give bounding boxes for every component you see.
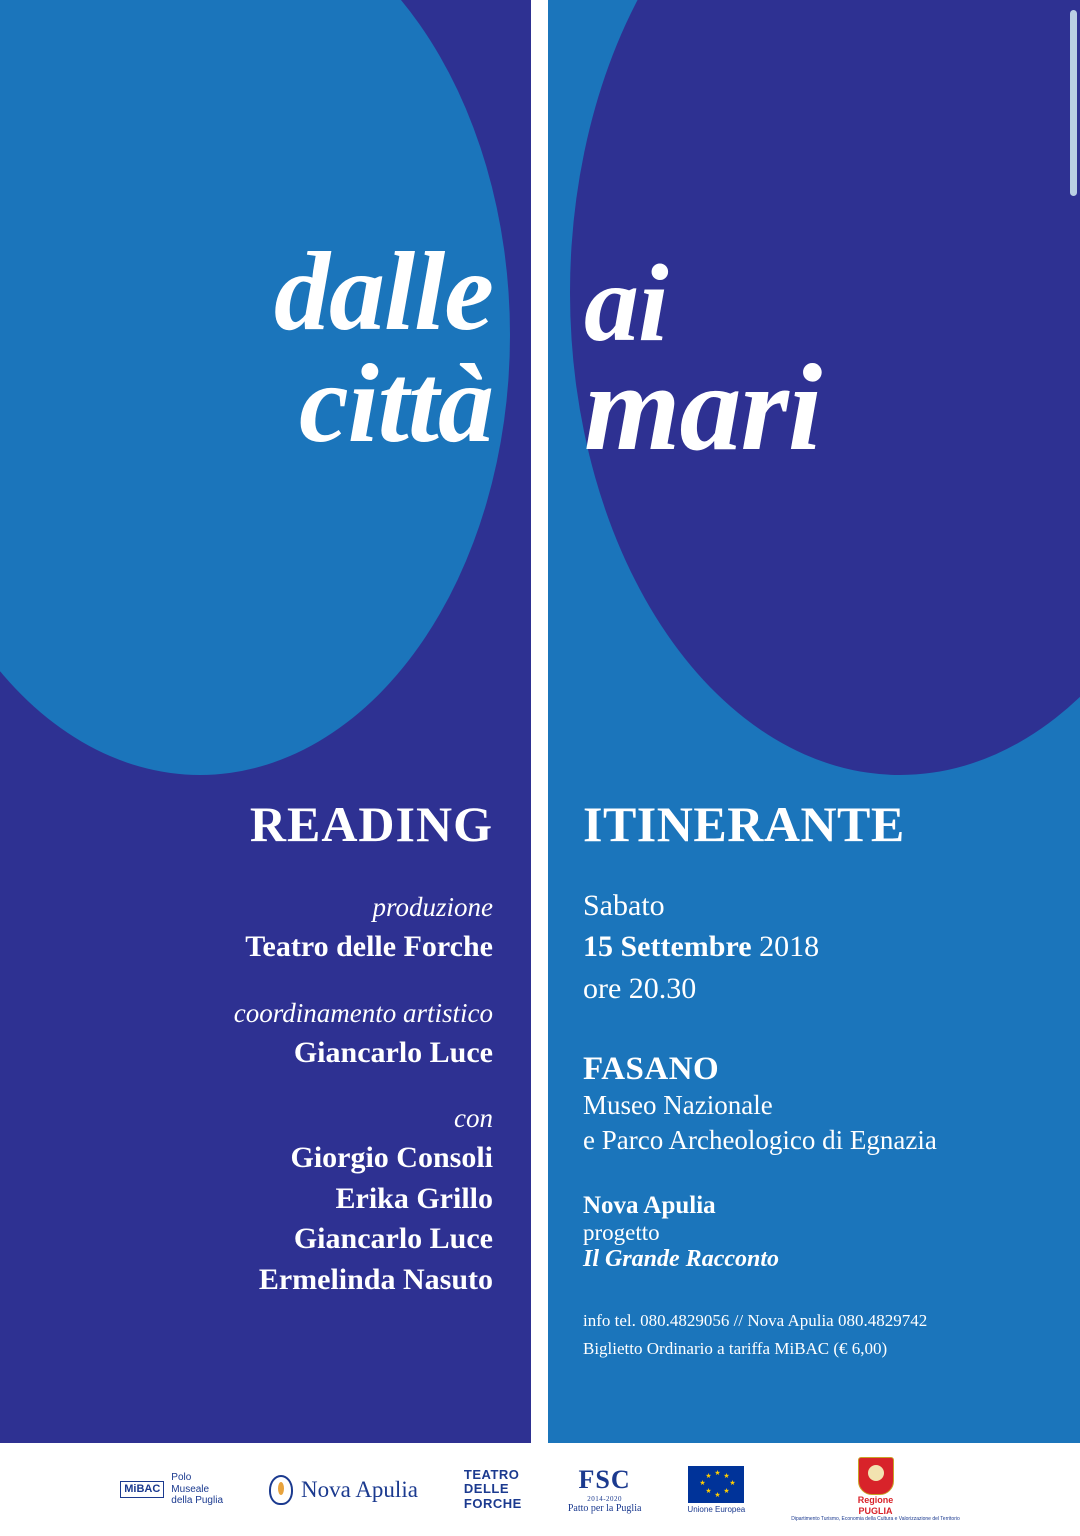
eu-flag-icon: ★ ★ ★ ★ ★ ★ ★ ★ (688, 1466, 744, 1503)
teatro-line-1: TEATRO (463, 1466, 520, 1482)
polo-line-1: Polo (171, 1471, 192, 1483)
section-title-reading: READING (249, 796, 493, 852)
project-label: progetto (583, 1220, 660, 1246)
production-name: Teatro delle Forche (245, 930, 493, 964)
regione-department: Dipartimento Turismo, Economia della Cultura e Valorizzazione del Territorio (791, 1515, 960, 1522)
headline-ai: ai (584, 242, 668, 364)
eu-caption: Unione Europea (687, 1504, 746, 1514)
spacer (53, 1073, 493, 1099)
regione-title: Regione (857, 1495, 894, 1506)
polo-line-3: della Puglia (171, 1495, 224, 1507)
logo-nova-apulia (269, 1475, 418, 1505)
nova-apulia-label: Nova Apulia (301, 1476, 418, 1502)
cast-label: con (454, 1103, 493, 1134)
vertical-scrollbar[interactable] (1070, 10, 1077, 196)
event-time: ore 20.30 (583, 971, 697, 1005)
event-day: Sabato (583, 889, 665, 922)
event-venue-line2: e Parco Archeologico di Egnazia (583, 1125, 937, 1156)
info-phone-line: info tel. 080.4829056 // Nova Apulia 080.4829742 (583, 1311, 928, 1331)
fsc-subtitle: Patto per la Puglia (567, 1503, 642, 1514)
spacer (583, 1273, 1053, 1307)
regione-puglia-crest-icon (858, 1457, 894, 1495)
spacer (583, 1009, 1053, 1051)
headline-mari: mari (584, 339, 822, 476)
logo-teatro-delle-forche (464, 1468, 522, 1512)
cast-member: Erika Grillo (335, 1181, 493, 1215)
logo-fsc (568, 1465, 642, 1514)
coordination-name: Giancarlo Luce (293, 1035, 493, 1069)
headline-dalle: dalle (274, 230, 493, 354)
event-city: FASANO (583, 1051, 720, 1088)
logo-unione-europea (687, 1466, 745, 1514)
event-date-strong: 15 Settembre (583, 930, 752, 964)
credits-block (53, 888, 493, 1300)
logo-polo-museale (120, 1472, 223, 1507)
regione-subtitle: PUGLIA (858, 1505, 893, 1516)
production-label: produzione (372, 892, 493, 922)
cast-member: Ermelinda Nasuto (258, 1262, 493, 1296)
organizer-name: Nova Apulia (583, 1192, 716, 1220)
teatro-line-2: DELLE (463, 1481, 510, 1497)
logo-regione-puglia (791, 1457, 960, 1522)
teatro-line-3: FORCHE (463, 1495, 522, 1511)
spacer (583, 1158, 1053, 1192)
mibac-icon: MiBAC (120, 1481, 164, 1498)
event-date (583, 926, 1053, 967)
poster-left-panel (0, 0, 531, 1443)
coordination-label: coordinamento artistico (233, 997, 493, 1028)
fsc-period: 2014-2020 (587, 1495, 623, 1503)
section-title-itinerante: ITINERANTE (583, 796, 905, 852)
event-venue-line1: Museo Nazionale (583, 1090, 773, 1121)
nova-apulia-icon (269, 1475, 293, 1505)
event-date-year: 2018 (759, 930, 820, 964)
polo-museale-text (171, 1472, 223, 1507)
polo-line-2: Museale (171, 1483, 210, 1495)
event-info-block (583, 885, 1053, 1362)
headline-citta: città (298, 342, 493, 466)
cast-member: Giorgio Consoli (290, 1141, 493, 1175)
project-name: Il Grande Racconto (583, 1246, 780, 1273)
ticket-price-line: Biglietto Ordinario a tariffa MiBAC (€ 6,00) (583, 1338, 888, 1358)
fsc-title: FSC (578, 1465, 631, 1494)
spacer (53, 968, 493, 994)
sponsor-logo-bar (0, 1443, 1080, 1536)
cast-member: Giancarlo Luce (293, 1222, 493, 1256)
